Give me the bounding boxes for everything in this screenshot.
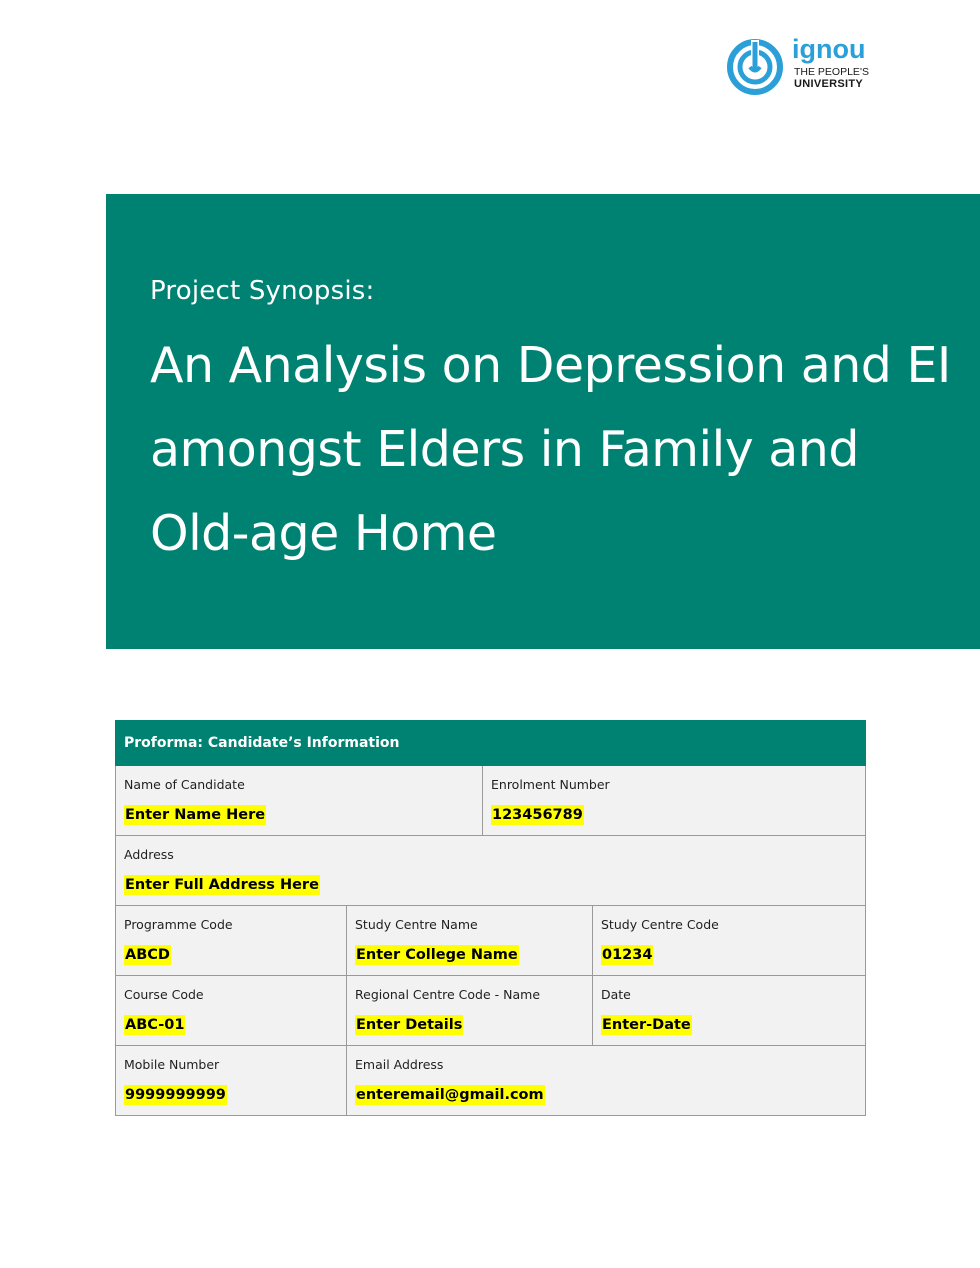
course-code-cell [116,976,347,1046]
email-address-cell [347,1046,866,1116]
ignou-emblem-icon [726,38,784,96]
course-code-field[interactable]: ABC-01 [125,1017,185,1033]
candidate-proforma-table [115,720,866,1116]
mobile-number-cell [116,1046,347,1116]
regional-centre-cell [347,976,593,1046]
logo-wordmark: ignou [792,34,866,64]
document-title: An Analysis on Depression and EI amongst Elders in Family and Old-age Home [150,337,951,562]
study-centre-name-field[interactable]: Enter College Name [356,947,518,963]
table-row [116,836,866,906]
date-field[interactable]: Enter-Date [602,1017,691,1033]
table-row [116,976,866,1046]
field-label: Programme Code [124,917,233,932]
address-field[interactable]: Enter Full Address Here [125,877,319,893]
date-cell [593,976,866,1046]
logo-tagline-university: UNIVERSITY [794,78,864,90]
document-kicker: Project Synopsis: [150,276,375,306]
field-label: Email Address [355,1057,444,1072]
title-banner [106,194,980,649]
field-label: Course Code [124,987,204,1002]
study-centre-code-field[interactable]: 01234 [602,947,653,963]
programme-code-field[interactable]: ABCD [125,947,170,963]
field-label: Study Centre Name [355,917,478,932]
field-label: Address [124,847,174,862]
table-header-row [116,721,866,766]
ignou-logo [726,34,876,98]
proforma-heading: Proforma: Candidate’s Information [116,721,866,766]
mobile-number-field[interactable]: 9999999999 [125,1087,226,1103]
address-cell [116,836,866,906]
field-label: Study Centre Code [601,917,719,932]
study-centre-name-cell [347,906,593,976]
regional-centre-field[interactable]: Enter Details [356,1017,463,1033]
name-of-candidate-cell [116,766,483,836]
study-centre-code-cell [593,906,866,976]
field-label: Enrolment Number [491,777,610,792]
field-label: Regional Centre Code - Name [355,987,541,1002]
table-row [116,906,866,976]
enrolment-number-field[interactable]: 123456789 [492,807,583,823]
field-label: Date [601,987,631,1002]
logo-tagline: THE PEOPLE'S [794,66,869,78]
table-row [116,766,866,836]
name-of-candidate-field[interactable]: Enter Name Here [125,807,266,823]
email-address-field[interactable]: enteremail@gmail.com [356,1087,544,1103]
field-label: Name of Candidate [124,777,245,792]
programme-code-cell [116,906,347,976]
enrolment-number-cell [483,766,866,836]
table-row [116,1046,866,1116]
field-label: Mobile Number [124,1057,220,1072]
